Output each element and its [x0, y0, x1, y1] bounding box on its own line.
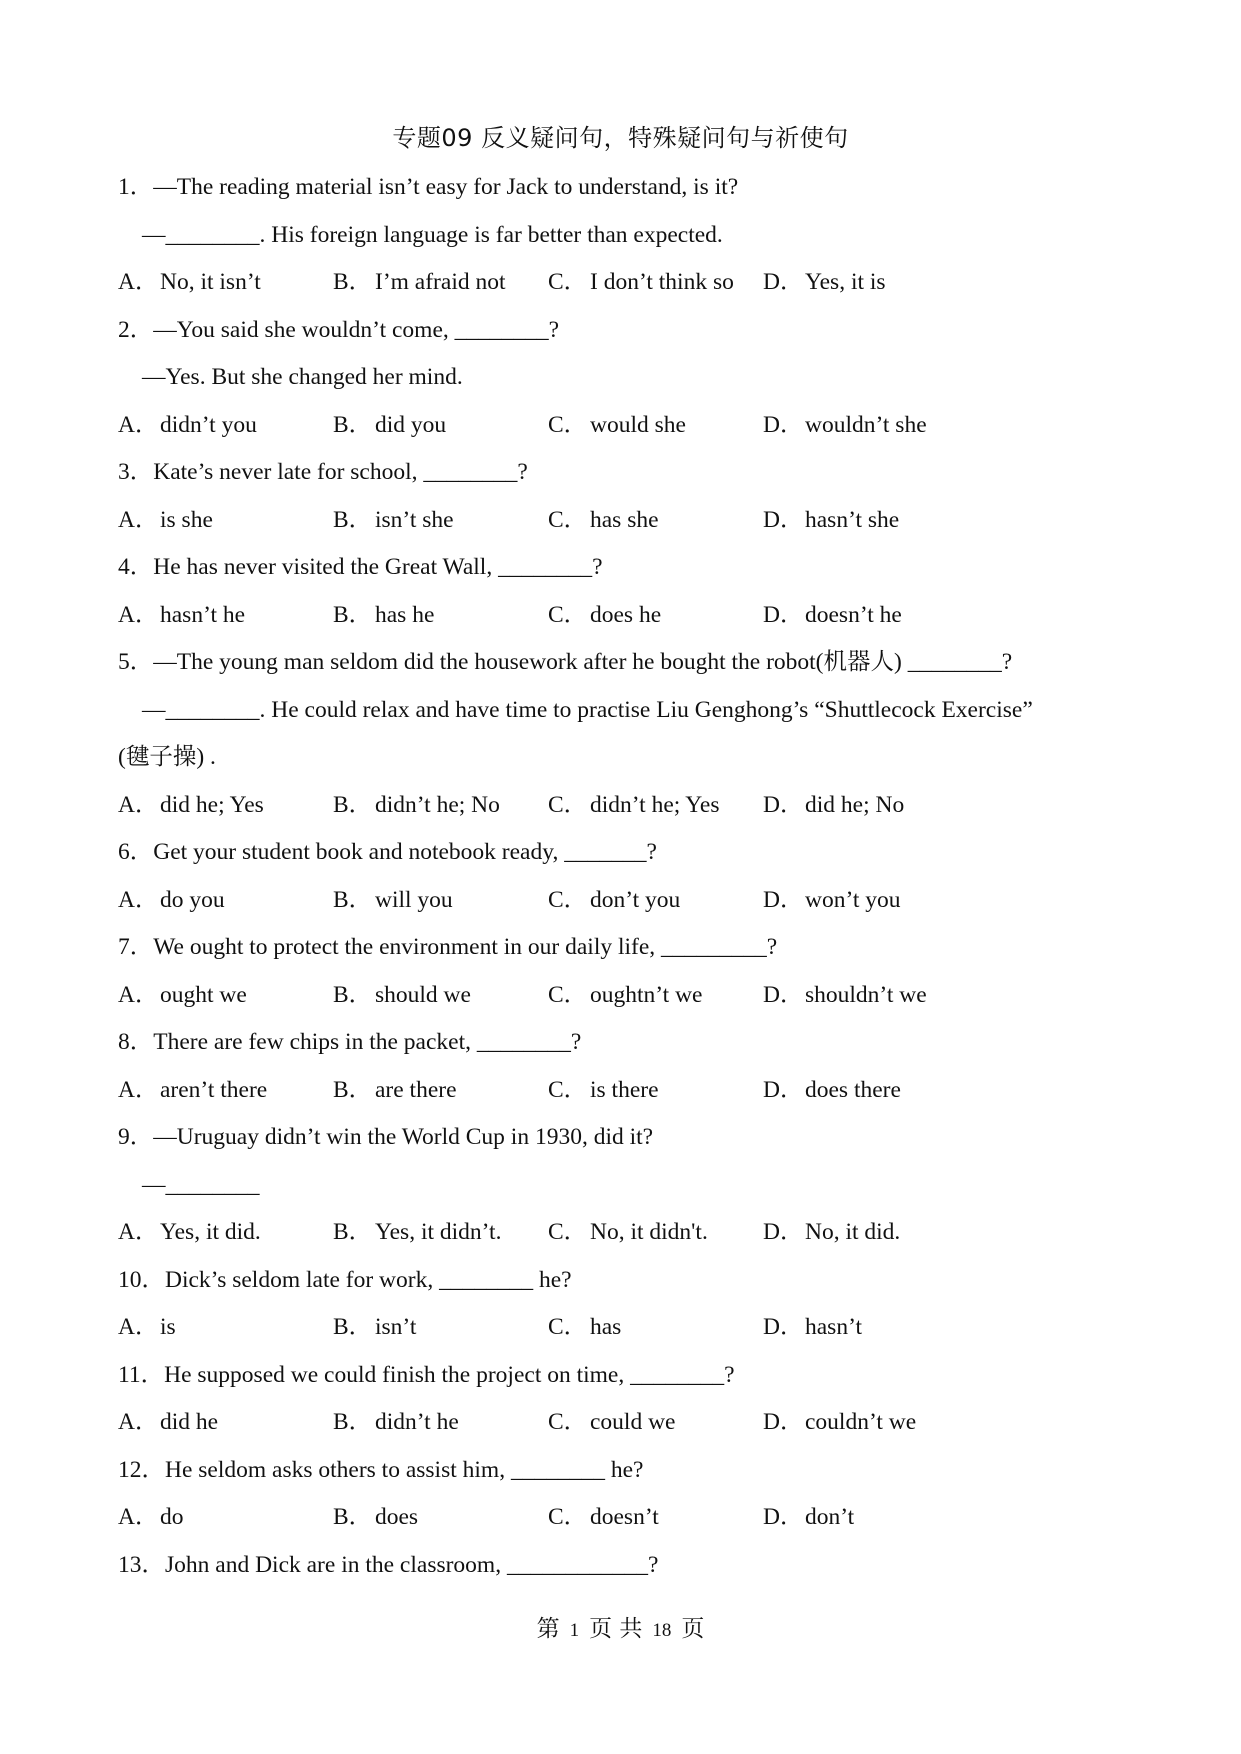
option-text: Yes, it is [805, 269, 886, 295]
answer-option [333, 1067, 548, 1115]
option-letter: B． [333, 1409, 373, 1435]
answer-option [118, 1399, 333, 1447]
option-text: didn’t you [160, 411, 257, 438]
option-letter: B． [333, 1076, 373, 1103]
option-letter: B． [333, 1504, 373, 1530]
option-letter: D． [763, 269, 804, 295]
option-letter: B． [333, 506, 373, 533]
answer-option [763, 1067, 901, 1115]
footer-middle: 页 共 [589, 1616, 643, 1642]
option-text: did he [160, 1409, 219, 1435]
answer-option [763, 592, 902, 640]
option-text: No, it isn’t [160, 269, 261, 295]
option-text: isn’t she [375, 506, 454, 533]
question-text: 6．Get your student book and notebook ready, _______? [118, 839, 657, 865]
option-text: has [590, 1314, 622, 1340]
answer-line: —________ [142, 1171, 260, 1198]
answer-option [548, 972, 763, 1020]
option-text: don’t [805, 1504, 855, 1530]
option-text: shouldn’t we [805, 981, 927, 1008]
question-text: 9．—Uruguay didn’t win the World Cup in 1930, did it? [118, 1124, 654, 1150]
option-text: doesn’t [590, 1504, 659, 1530]
option-text: should we [375, 981, 471, 1008]
option-letter: D． [763, 981, 804, 1008]
answer-option [548, 402, 763, 450]
answer-options [118, 1399, 1138, 1447]
question-text: 8．There are few chips in the packet, ________? [118, 1029, 582, 1055]
option-letter: D． [763, 506, 804, 533]
option-letter: C． [548, 411, 588, 438]
question-text: (毽子操) . [118, 744, 216, 770]
option-text: I don’t think so [590, 269, 734, 295]
answer-options [118, 259, 1138, 307]
question-text: 1．—The reading material isn’t easy for Jack to understand, is it? [118, 174, 739, 200]
question-text: 12．He seldom asks others to assist him, ________ he? [118, 1456, 644, 1483]
option-text: hasn’t she [805, 506, 900, 533]
option-text: isn’t [375, 1314, 417, 1340]
option-text: did he; No [805, 791, 905, 818]
option-letter: D． [763, 1314, 804, 1340]
option-letter: C． [548, 1314, 588, 1340]
option-text: didn’t he [375, 1409, 459, 1435]
option-letter: B． [333, 411, 373, 438]
answer-option [763, 972, 927, 1020]
option-letter: A． [118, 601, 159, 628]
option-letter: C． [548, 886, 588, 913]
option-text: No, it did. [805, 1219, 901, 1245]
option-text: I’m afraid not [375, 269, 506, 295]
question-text: 10．Dick’s seldom late for work, ________ he? [118, 1266, 572, 1293]
answer-option [548, 1067, 763, 1115]
answer-option [548, 877, 763, 925]
option-text: could we [590, 1409, 676, 1435]
option-letter: D． [763, 1076, 804, 1103]
option-text: hasn’t he [160, 601, 246, 628]
answer-options [118, 1494, 1138, 1542]
option-letter: A． [118, 791, 159, 818]
answer-options [118, 1209, 1138, 1257]
answer-option [763, 1209, 900, 1257]
option-letter: D． [763, 791, 804, 818]
option-letter: B． [333, 1219, 373, 1245]
answer-option [548, 1304, 763, 1352]
question-text: 5．—The young man seldom did the housework after he bought the robot(机器人) ________? [118, 649, 1013, 675]
option-letter: D． [763, 411, 804, 438]
footer-prefix: 第 [536, 1616, 560, 1642]
option-letter: C． [548, 981, 588, 1008]
option-text: doesn’t he [805, 601, 902, 628]
option-letter: D． [763, 601, 804, 628]
option-text: hasn’t [805, 1314, 863, 1340]
option-text: Yes, it did. [160, 1219, 261, 1245]
answer-option [763, 497, 899, 545]
option-text: does he [590, 601, 662, 628]
answer-line: —________. His foreign language is far better than expected. [142, 221, 723, 248]
answer-option [763, 259, 886, 307]
answer-option [118, 402, 333, 450]
answer-option [333, 1209, 548, 1257]
option-letter: A． [118, 1504, 159, 1530]
answer-option [118, 497, 333, 545]
option-letter: A． [118, 886, 159, 913]
option-text: won’t you [805, 886, 901, 913]
option-letter: D． [763, 1504, 804, 1530]
answer-option [333, 1304, 548, 1352]
total-pages: 18 [652, 1620, 672, 1641]
answer-option [548, 259, 763, 307]
option-text: did you [375, 411, 447, 438]
answer-option [763, 1399, 916, 1447]
answer-options [118, 972, 1138, 1020]
option-letter: B． [333, 269, 373, 295]
answer-options [118, 1067, 1138, 1115]
answer-options [118, 402, 1138, 450]
answer-option [548, 592, 763, 640]
question-text: 3．Kate’s never late for school, ________? [118, 459, 528, 485]
option-text: do [160, 1504, 184, 1530]
option-text: don’t you [590, 886, 681, 913]
answer-option [763, 1494, 854, 1542]
question-text: 7．We ought to protect the environment in our daily life, _________? [118, 934, 778, 960]
option-text: has she [590, 506, 659, 533]
answer-option [118, 972, 333, 1020]
option-letter: C． [548, 1409, 588, 1435]
answer-option [118, 1209, 333, 1257]
answer-options [118, 1304, 1138, 1352]
option-text: is there [590, 1076, 659, 1103]
option-text: No, it didn't. [590, 1219, 708, 1245]
answer-option [118, 1067, 333, 1115]
answer-options [118, 782, 1138, 830]
answer-option [333, 1494, 548, 1542]
answer-option [118, 592, 333, 640]
page-title: 专题09 反义疑问句，特殊疑问句与祈使句 [392, 124, 849, 152]
option-text: do you [160, 886, 225, 913]
answer-option [548, 1209, 763, 1257]
option-letter: A． [118, 506, 159, 533]
option-letter: A． [118, 1314, 159, 1340]
option-letter: A． [118, 411, 159, 438]
question-text: 11．He supposed we could finish the project on time, ________? [118, 1361, 735, 1388]
option-letter: A． [118, 1076, 159, 1103]
answer-option [118, 1304, 333, 1352]
answer-option [333, 1399, 548, 1447]
option-text: didn’t he; No [375, 791, 500, 818]
option-letter: B． [333, 791, 373, 818]
option-letter: C． [548, 1076, 588, 1103]
answer-options [118, 592, 1138, 640]
answer-option [763, 877, 901, 925]
option-letter: D． [763, 1219, 804, 1245]
option-letter: C． [548, 269, 588, 295]
option-letter: A． [118, 981, 159, 1008]
option-letter: C． [548, 601, 588, 628]
answer-option [333, 782, 548, 830]
option-text: oughtn’t we [590, 981, 703, 1008]
option-text: did he; Yes [160, 791, 264, 818]
option-text: will you [375, 886, 453, 913]
option-letter: A． [118, 1409, 159, 1435]
option-letter: B． [333, 886, 373, 913]
answer-option [548, 1494, 763, 1542]
option-text: does [375, 1504, 419, 1530]
question-text: 2．—You said she wouldn’t come, ________? [118, 316, 560, 343]
option-letter: D． [763, 1409, 804, 1435]
option-text: are there [375, 1076, 457, 1103]
option-letter: C． [548, 1504, 588, 1530]
option-text: would she [590, 411, 686, 438]
answer-option [333, 877, 548, 925]
answer-line: —________. He could relax and have time to practise Liu Genghong’s “Shuttlecock Exercise” [142, 696, 1033, 723]
answer-option [118, 782, 333, 830]
answer-option [118, 1494, 333, 1542]
option-text: does there [805, 1076, 901, 1103]
answer-options [118, 497, 1138, 545]
option-text: is she [160, 506, 213, 533]
option-letter: C． [548, 1219, 588, 1245]
answer-option [548, 497, 763, 545]
option-letter: B． [333, 1314, 373, 1340]
page-number: 1 [569, 1620, 580, 1641]
answer-option [333, 402, 548, 450]
option-text: didn’t he; Yes [590, 791, 720, 818]
answer-option [333, 592, 548, 640]
answer-option [763, 1304, 862, 1352]
answer-option [548, 1399, 763, 1447]
answer-option [333, 972, 548, 1020]
option-letter: C． [548, 506, 588, 533]
option-letter: C． [548, 791, 588, 818]
option-text: wouldn’t she [805, 411, 927, 438]
option-text: couldn’t we [805, 1409, 917, 1435]
option-letter: B． [333, 981, 373, 1008]
answer-option [118, 877, 333, 925]
option-letter: D． [763, 886, 804, 913]
answer-line: —Yes. But she changed her mind. [142, 364, 463, 390]
answer-option [333, 497, 548, 545]
option-text: aren’t there [160, 1076, 268, 1103]
option-text: ought we [160, 981, 247, 1008]
answer-option [333, 259, 548, 307]
option-text: has he [375, 601, 435, 628]
question-list [118, 164, 1138, 1589]
option-text: Yes, it didn’t. [375, 1219, 502, 1245]
page-footer [0, 1610, 1241, 1643]
option-letter: B． [333, 601, 373, 628]
answer-option [763, 782, 904, 830]
footer-suffix: 页 [681, 1616, 705, 1642]
answer-option [548, 782, 763, 830]
option-letter: A． [118, 1219, 159, 1245]
question-text: 4．He has never visited the Great Wall, ________? [118, 554, 603, 580]
answer-option [118, 259, 333, 307]
question-text: 13．John and Dick are in the classroom, ____________? [118, 1551, 659, 1578]
option-letter: A． [118, 269, 159, 295]
answer-option [763, 402, 927, 450]
answer-options [118, 877, 1138, 925]
option-text: is [160, 1314, 176, 1340]
